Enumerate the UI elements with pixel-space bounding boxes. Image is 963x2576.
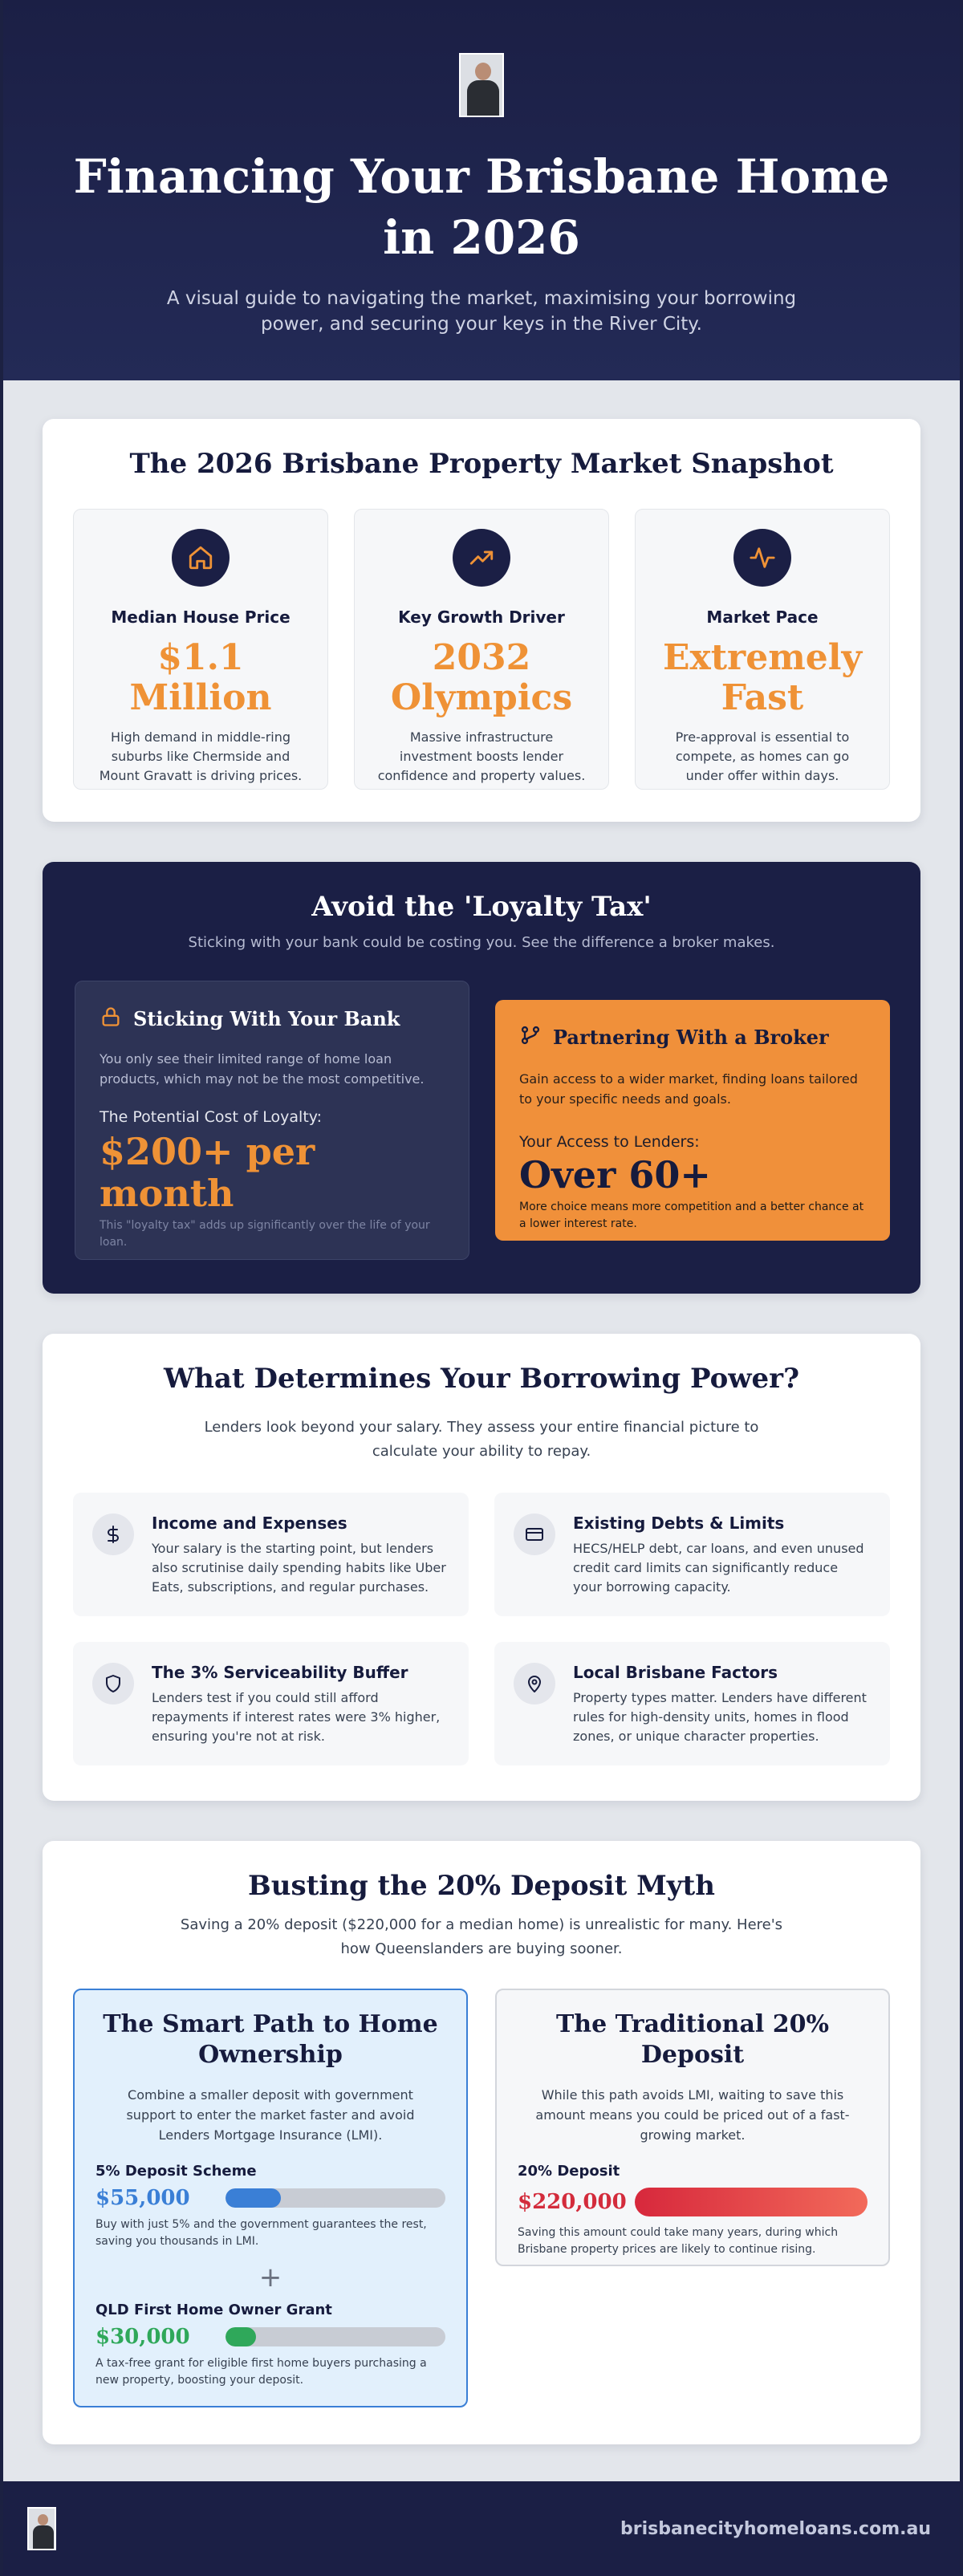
market-snapshot-card [43, 419, 920, 822]
broker-panel [495, 1000, 890, 1241]
grant-value: $30,000 [95, 2325, 190, 2349]
traditional-note: Saving this amount could take many years, during which Brisbane property prices are likely to continue rising. [518, 2226, 839, 2256]
map-pin-icon [514, 1663, 555, 1704]
cost-value: $200+ per month [100, 1130, 315, 1215]
loyalty-subtitle: Sticking with your bank could be costing you. See the difference a broker makes. [188, 934, 775, 951]
smart-path-title: The Smart Path to Home Ownership [103, 2010, 438, 2069]
smart-path-panel [73, 1989, 468, 2407]
house-icon [172, 529, 230, 587]
borrowing-intro: Lenders look beyond your salary. They assess your entire financial picture to calculate your ability to repay. [204, 1419, 759, 1460]
stat-market-pace [635, 509, 890, 790]
factor-description: Property types matter. Lenders have different rules for high-density units, homes in flood zones, or unique character properties. [573, 1690, 867, 1744]
stat-label: Market Pace [706, 607, 819, 627]
footer [3, 2481, 960, 2576]
access-note: More choice means more competition and a better chance at a lower interest rate. [519, 1201, 864, 1230]
stat-growth-driver [354, 509, 609, 790]
grant-note: A tax-free grant for eligible first home buyers purchasing a new property, boosting your deposit. [95, 2357, 427, 2387]
cost-note: This "loyalty tax" adds up significantly over the life of your loan. [100, 1219, 430, 1249]
factor-title: Local Brisbane Factors [573, 1663, 778, 1682]
pulse-icon [733, 529, 791, 587]
bank-title: Sticking With Your Bank [133, 1006, 400, 1030]
scheme-bar [226, 2188, 445, 2208]
scheme-value: $55,000 [95, 2186, 190, 2210]
factor-title: Income and Expenses [152, 1514, 347, 1533]
broker-title: Partnering With a Broker [553, 1025, 829, 1049]
factor-debts-limits [494, 1493, 890, 1616]
access-value: Over 60+ [519, 1153, 711, 1197]
factor-title: The 3% Serviceability Buffer [152, 1663, 408, 1682]
deposit-myth-card [43, 1841, 920, 2444]
borrowing-power-card [43, 1334, 920, 1801]
traditional-title: The Traditional 20% Deposit [555, 2010, 830, 2069]
git-branch-icon [519, 1024, 542, 1050]
grant-bar [226, 2327, 445, 2346]
traditional-deposit-panel [495, 1989, 890, 2266]
stat-label: Key Growth Driver [398, 607, 565, 627]
stat-value: 2032 Olympics [390, 637, 573, 718]
trend-up-icon [453, 529, 510, 587]
traditional-label: 20% Deposit [518, 2163, 620, 2180]
borrowing-title: What Determines Your Borrowing Power? [163, 1363, 800, 1395]
bank-panel [75, 981, 469, 1260]
snapshot-title: The 2026 Brisbane Property Market Snapshot [129, 448, 834, 480]
factor-serviceability-buffer [73, 1642, 469, 1765]
broker-photo [459, 53, 504, 117]
stat-description: Massive infrastructure investment boosts lender confidence and property values. [377, 729, 586, 783]
traditional-value: $220,000 [518, 2190, 627, 2214]
cost-label: The Potential Cost of Loyalty: [100, 1108, 323, 1126]
dollar-icon [92, 1514, 134, 1555]
lock-icon [100, 1006, 122, 1031]
factor-description: HECS/HELP debt, car loans, and even unused credit card limits can significantly reduce your borrowing capacity. [573, 1541, 864, 1595]
loyalty-title: Avoid the 'Loyalty Tax' [311, 891, 652, 923]
website-link[interactable]: brisbanecityhomeloans.com.au [620, 2518, 931, 2539]
scheme-label: 5% Deposit Scheme [95, 2163, 257, 2180]
smart-path-description: Combine a smaller deposit with government support to enter the market faster and avoid Lenders Mortgage Insurance (LMI). [126, 2087, 415, 2143]
shield-icon [92, 1663, 134, 1704]
factor-local-brisbane [494, 1642, 890, 1765]
stat-description: High demand in middle-ring suburbs like Chermside and Mount Gravatt is driving prices. [99, 729, 303, 783]
hero-section [3, 0, 960, 380]
page-subtitle: A visual guide to navigating the market, maximising your borrowing power, and securing your keys in the River City. [166, 288, 797, 335]
grant-label: QLD First Home Owner Grant [95, 2302, 332, 2318]
stat-label: Median House Price [111, 607, 291, 627]
stat-value: Extremely Fast [662, 637, 863, 718]
stat-median-price [73, 509, 328, 790]
traditional-bar [635, 2188, 868, 2216]
stat-description: Pre-approval is essential to compete, as homes can go under offer within days. [675, 729, 850, 783]
factor-description: Your salary is the starting point, but lenders also scrutinise daily spending habits like Uber Eats, subscriptions, and regular purchases. [152, 1541, 446, 1595]
page-title: Financing Your Brisbane Home in 2026 [73, 149, 890, 265]
scheme-bar-fill [226, 2188, 281, 2208]
access-label: Your Access to Lenders: [519, 1133, 700, 1151]
footer-broker-photo [27, 2507, 56, 2550]
bank-description: You only see their limited range of home loan products, which may not be the most competitive. [100, 1051, 425, 1087]
credit-card-icon [514, 1514, 555, 1555]
factor-income-expenses [73, 1493, 469, 1616]
loyalty-tax-card [43, 862, 920, 1294]
deposit-title: Busting the 20% Deposit Myth [248, 1870, 715, 1902]
grant-bar-fill [226, 2327, 256, 2346]
factor-title: Existing Debts & Limits [573, 1514, 785, 1533]
deposit-intro: Saving a 20% deposit ($220,000 for a median home) is unrealistic for many. Here's how Queenslanders are buying sooner. [180, 1916, 783, 1957]
factor-description: Lenders test if you could still afford repayments if interest rates were 3% higher, ensuring you're not at risk. [152, 1690, 441, 1744]
broker-description: Gain access to a wider market, finding loans tailored to your specific needs and goals. [519, 1071, 858, 1107]
traditional-description: While this path avoids LMI, waiting to save this amount means you could be priced out of a fast-growing market. [535, 2087, 850, 2143]
plus-sign: + [258, 2261, 282, 2294]
scheme-note: Buy with just 5% and the government guarantees the rest, saving you thousands in LMI. [95, 2218, 427, 2248]
stat-value: $1.1 Million [129, 637, 272, 718]
